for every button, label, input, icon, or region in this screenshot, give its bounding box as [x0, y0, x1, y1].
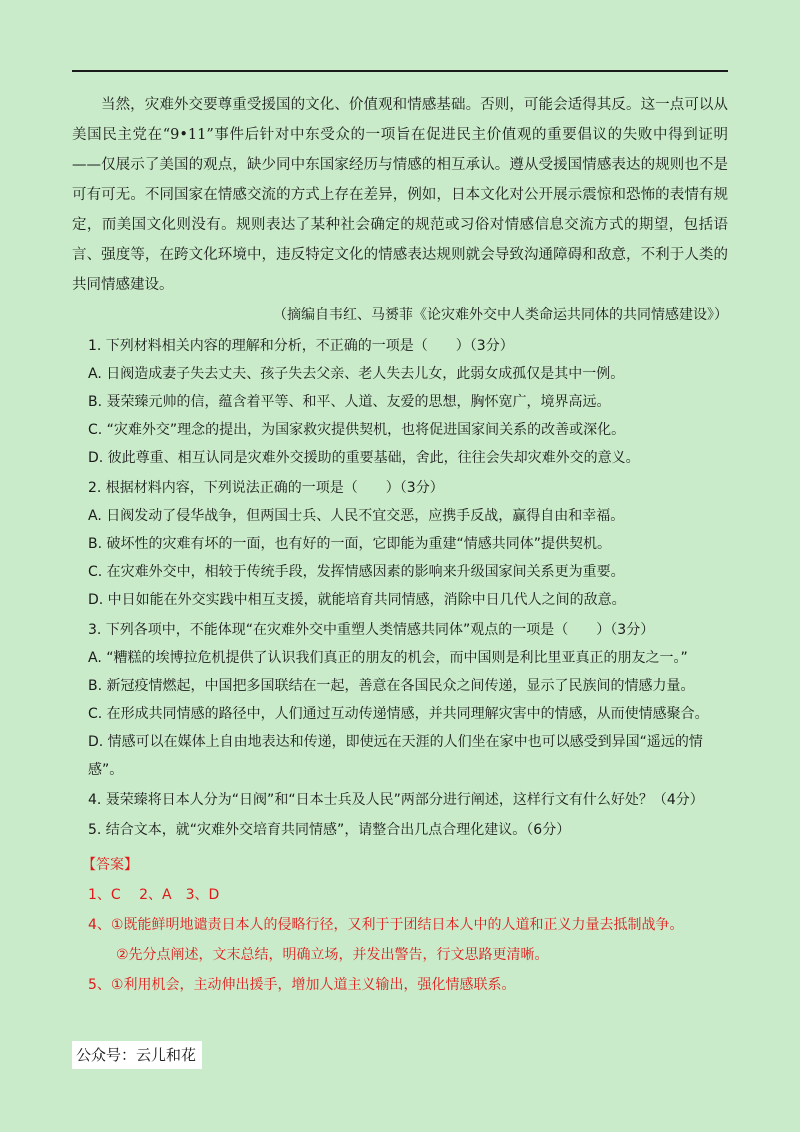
question-5 [72, 816, 728, 844]
option-a: A. “糟糕的埃博拉危机提供了认识我们真正的朋友的机会，而中国则是利比里亚真正的朋友之一。” [88, 650, 688, 666]
option-b: B. 聂荣臻元帅的信，蕴含着平等、和平、人道、友爱的思想，胸怀宽广，境界高远。 [88, 394, 611, 410]
option-d: D. 中日如能在外交实践中相互支援，就能培育共同情感，消除中日几代人之间的敌意。 [88, 592, 626, 608]
option-b: B. 破坏性的灾难有坏的一面，也有好的一面，它即能为重建“情感共同体”提供契机。 [88, 536, 612, 552]
question-stem: 5. 结合文本，就“灾难外交培育共同情感”，请整合出几点合理化建议。（6分） [88, 822, 571, 838]
option-a: A. 日阀发动了侵华战争，但两国士兵、人民不宜交恶，应携手反战，赢得自由和幸福。 [88, 508, 625, 524]
question-stem: 4. 聂荣臻将日本人分为“日阀”和“日本士兵及人民”两部分进行阐述，这样行文有什么好处？（4分） [88, 792, 704, 808]
answer-line-q4-2: ②先分点阐述，文末总结，明确立场，并发出警告，行文思路更清晰。 [116, 947, 549, 963]
option-c: C. 在灾难外交中，相较于传统手段，发挥情感因素的影响来升级国家间关系更为重要。 [88, 564, 625, 580]
option-c: C. “灾难外交”理念的提出，为国家救灾提供契机，也将促进国家间关系的改善或深化。 [88, 422, 626, 438]
question-3 [72, 616, 728, 784]
question-2 [72, 474, 728, 614]
answer-line-choices: 1、C 2、A 3、D [88, 887, 220, 903]
option-a: A. 日阀造成妻子失去丈夫、孩子失去父亲、老人失去儿女，此弱女成孤仅是其中一例。 [88, 366, 625, 382]
answer-line-q4-1: 4、①既能鲜明地谴责日本人的侵略行径，又利于于团结日本人中的人道和正义力量去抵制战争。 [88, 917, 684, 933]
option-c: C. 在形成共同情感的路径中，人们通过互动传递情感，并共同理解灾害中的情感，从而使情感聚合。 [88, 706, 709, 722]
option-d: D. 彼此尊重、相互认同是灾难外交援助的重要基础，舍此，往往会失却灾难外交的意义。 [88, 450, 640, 466]
answer-section [72, 850, 728, 1000]
answer-heading: 【答案】 [82, 857, 138, 873]
footer-label: 公众号：云儿和花 [72, 1041, 202, 1069]
option-b: B. 新冠疫情燃起，中国把多国联结在一起，善意在各国民众之间传递，显示了民族间的情感力量。 [88, 678, 695, 694]
question-stem: 2. 根据材料内容，下列说法正确的一项是（ ）（3分） [88, 480, 444, 496]
header-rule [72, 70, 728, 72]
option-d: D. 情感可以在媒体上自由地表达和传递，即使远在天涯的人们坐在家中也可以感受到异国“遥远的情感”。 [88, 734, 703, 778]
document-body [72, 90, 728, 1000]
answer-line-q5-1: 5、①利用机会，主动伸出援手，增加人道主义输出，强化情感联系。 [88, 977, 516, 993]
question-1 [72, 332, 728, 472]
passage-paragraph: 当然，灾难外交要尊重受援国的文化、价值观和情感基础。否则，可能会适得其反。这一点可以从美国民主党在“9•11”事件后针对中东受众的一项旨在促进民主价值观的重要倡议的失败中得到证明——仅展示了美国的观点，缺少同中东国家经历与情感的相互承认。遵从受援国情感表达的规则也不是可有可无。不同国家在情感交流的方式上存在差异，例如，日本文化对公开展示震惊和恐怖的表情有规定，而美国文化则没有。规则表达了某种社会确定的规范或习俗对情感信息交流方式的期望，包括语言、强度等，在跨文化环境中，违反特定文化的情感表达规则就会导致沟通障碍和敌意，不利于人类的共同情感建设。 [72, 97, 728, 293]
passage-attribution: （摘编自韦红、马赟菲《论灾难外交中人类命运共同体的共同情感建设》） [273, 307, 728, 323]
question-stem: 3. 下列各项中，不能体现“在灾难外交中重塑人类情感共同体”观点的一项是（ ）（3分） [88, 622, 655, 638]
question-stem: 1. 下列材料相关内容的理解和分析，不正确的一项是（ ）（3分） [88, 338, 514, 354]
question-4 [72, 786, 728, 814]
